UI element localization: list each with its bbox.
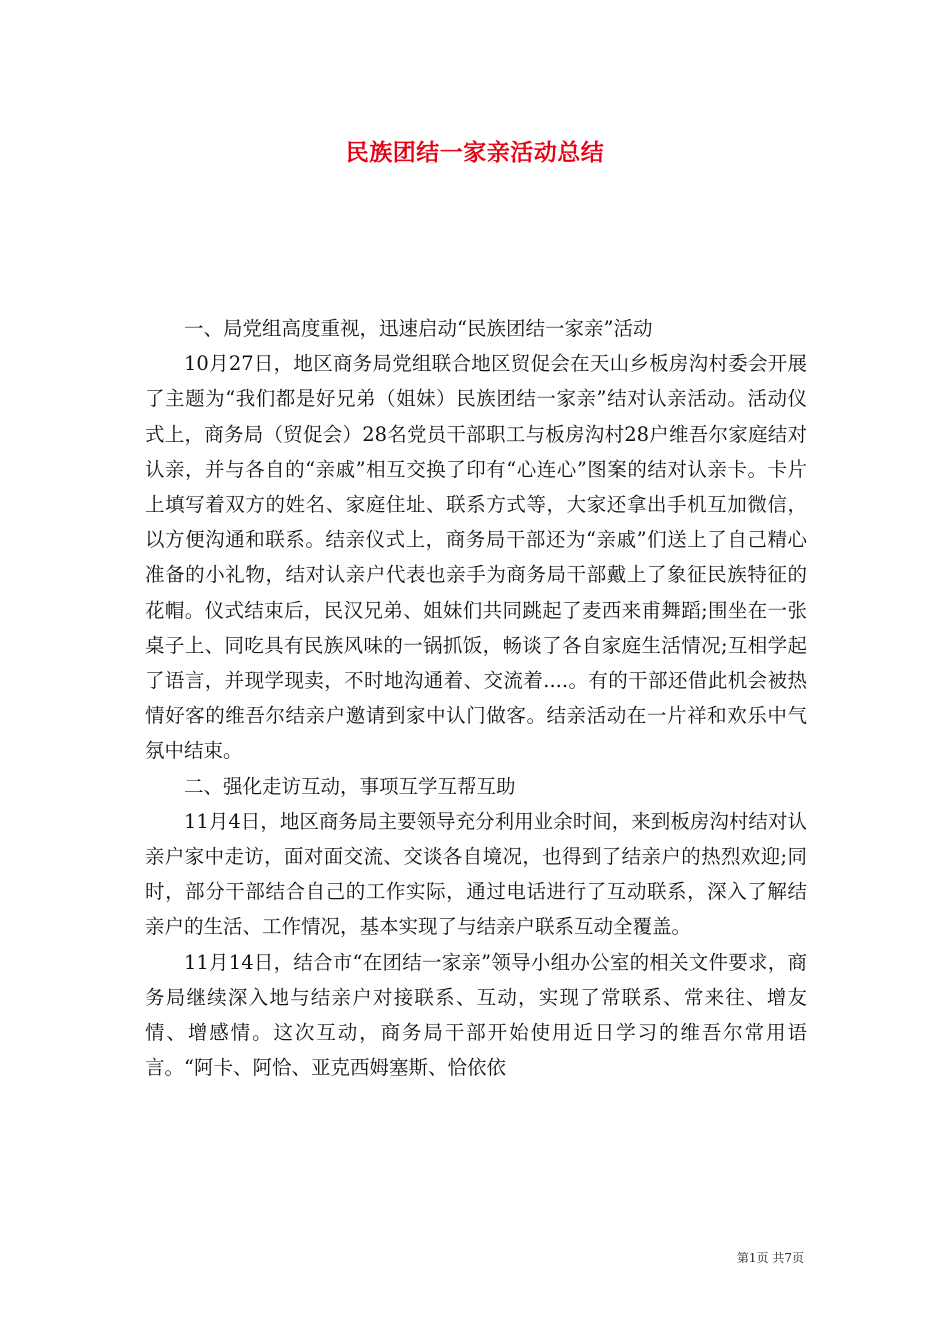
document-body (145, 311, 807, 1085)
body-paragraph: 11月14日，结合市“在团结一家亲”领导小组办公室的相关文件要求，商务局继续深入地与结亲户对接联系、互动，实现了常联系、常来往、增友情、增感情。这次互动，商务局干部开始使用近日学习的维吾尔常用语言。“阿卡、阿恰、亚克西姆塞斯、恰依依 (145, 950, 807, 1080)
page-title: 民族团结一家亲活动总结 (345, 139, 605, 166)
page-number-footer (737, 1249, 804, 1266)
page-label-suffix: 页 (791, 1251, 804, 1265)
section-heading-2: 二、强化走访互动，事项互学互帮互助 (184, 774, 516, 798)
current-page-number: 1 (748, 1251, 757, 1265)
total-pages-number: 7 (784, 1251, 792, 1265)
body-paragraph: 10月27日，地区商务局党组联合地区贸促会在天山乡板房沟村委会开展了主题为“我们都是好兄弟（姐妹）民族团结一家亲”结对认亲活动。活动仪式上，商务局（贸促会）28名党员干部职工与板房沟村28户维吾尔家庭结对认亲，并与各自的“亲戚”相互交换了印有“心连心”图案的结对认亲卡。卡片上填写着双方的姓名、家庭住址、联系方式等，大家还拿出手机互加微信，以方便沟通和联系。结亲仪式上，商务局干部还为“亲戚”们送上了自己精心准备的小礼物，结对认亲户代表也亲手为商务局干部戴上了象征民族特征的花帽。仪式结束后，民汉兄弟、姐妹们共同跳起了麦西来甫舞蹈;围坐在一张桌子上、同吃具有民族风味的一锅抓饭，畅谈了各自家庭生活情况;互相学起了语言，并现学现卖，不时地沟通着、交流着....。有的干部还借此机会被热情好客的维吾尔结亲户邀请到家中认门做客。结亲活动在一片祥和欢乐中气氛中结束。 (145, 352, 807, 763)
body-paragraph: 11月4日，地区商务局主要领导充分利用业余时间，来到板房沟村结对认亲户家中走访，面对面交流、交谈各自境况，也得到了结亲户的热烈欢迎;同时，部分干部结合自己的工作实际，通过电话进行了互动联系，深入了解结亲户的生活、工作情况，基本实现了与结亲户联系互动全覆盖。 (145, 809, 807, 939)
section-heading-1: 一、局党组高度重视，迅速启动“民族团结一家亲”活动 (184, 317, 653, 340)
page-label-middle: 页 共 (756, 1251, 785, 1265)
page-label-prefix: 第 (736, 1251, 749, 1265)
